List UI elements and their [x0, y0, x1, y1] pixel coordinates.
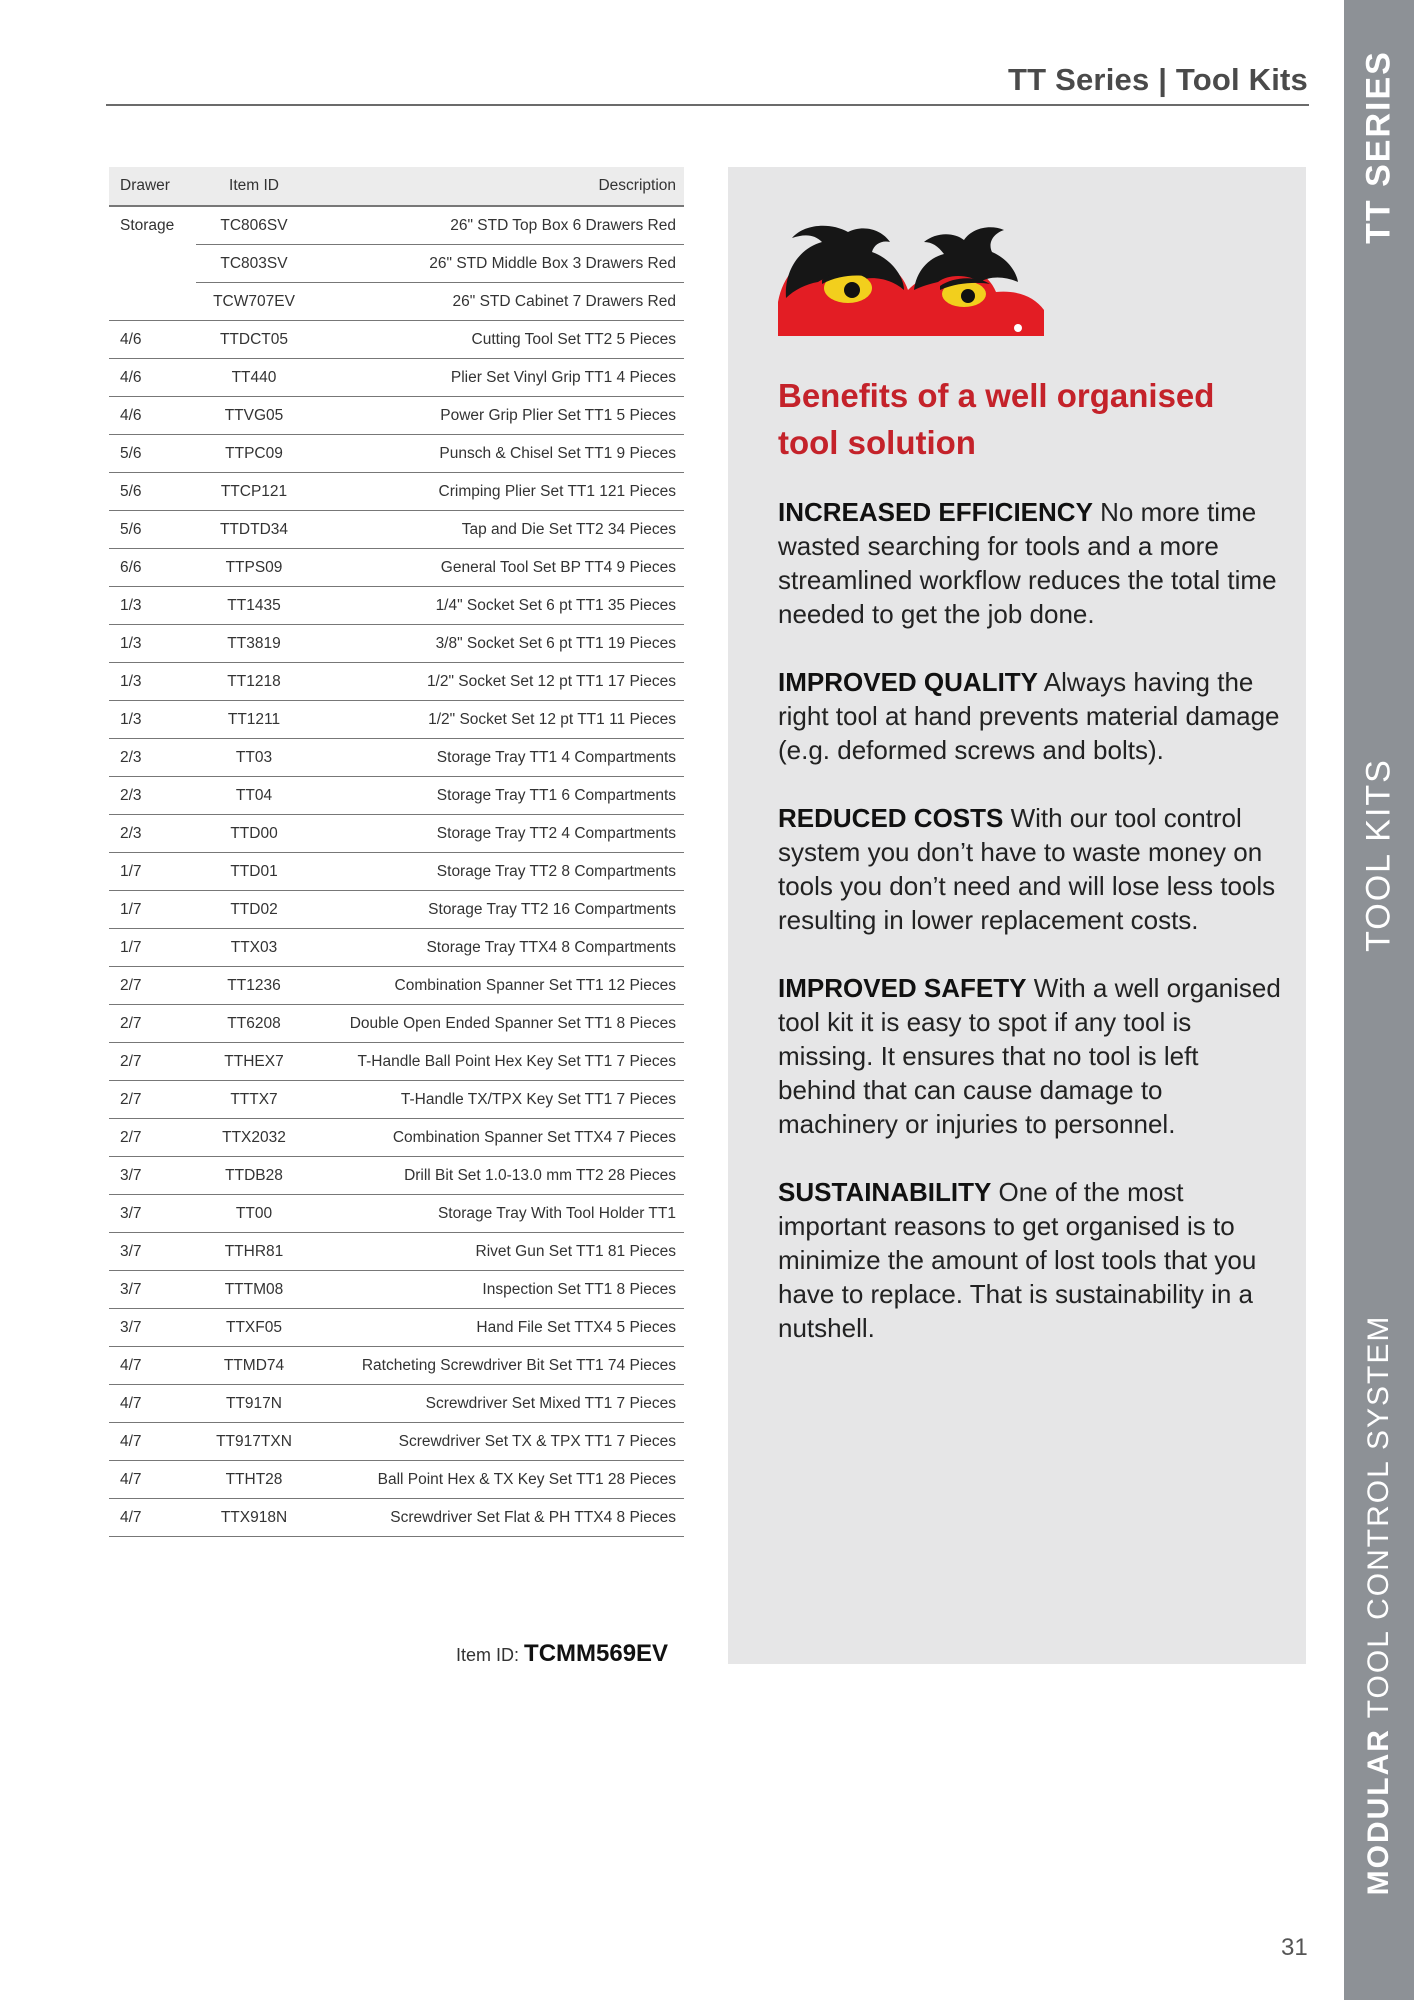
cell-description: 1/2" Socket Set 12 pt TT1 11 Pieces: [312, 701, 684, 739]
table-row: [109, 1423, 684, 1461]
cell-drawer: 2/3: [109, 739, 196, 777]
cell-description: T-Handle Ball Point Hex Key Set TT1 7 Pieces: [312, 1043, 684, 1081]
cell-description: Storage Tray TT1 6 Compartments: [312, 777, 684, 815]
cell-item-id: TT1211: [196, 701, 312, 739]
table-row: [109, 206, 684, 245]
cell-description: T-Handle TX/TPX Key Set TT1 7 Pieces: [312, 1081, 684, 1119]
table-row: [109, 1119, 684, 1157]
cell-item-id: TT6208: [196, 1005, 312, 1043]
column-header-drawer: Drawer: [109, 167, 196, 206]
cell-description: Crimping Plier Set TT1 121 Pieces: [312, 473, 684, 511]
benefit-heading: IMPROVED QUALITY: [778, 667, 1039, 697]
cell-item-id: TTTM08: [196, 1271, 312, 1309]
benefits-title: Benefits of a well organised tool solution: [778, 377, 1215, 461]
cell-description: Ratcheting Screwdriver Bit Set TT1 74 Pieces: [312, 1347, 684, 1385]
header-divider: [106, 104, 1309, 106]
cell-item-id: TTHR81: [196, 1233, 312, 1271]
cell-description: 1/4" Socket Set 6 pt TT1 35 Pieces: [312, 587, 684, 625]
cell-item-id: TTHEX7: [196, 1043, 312, 1081]
cell-description: Inspection Set TT1 8 Pieces: [312, 1271, 684, 1309]
cell-item-id: TC806SV: [196, 206, 312, 245]
table-row: [109, 929, 684, 967]
table-row: [109, 359, 684, 397]
cell-item-id: TTVG05: [196, 397, 312, 435]
cell-item-id: TT917N: [196, 1385, 312, 1423]
benefit-text: Always having the right tool at hand prevents material damage (e.g. deformed screws and bolts).: [778, 667, 1280, 765]
table-row: [109, 435, 684, 473]
cell-item-id: TT1236: [196, 967, 312, 1005]
cell-description: 1/2" Socket Set 12 pt TT1 17 Pieces: [312, 663, 684, 701]
benefit-heading: REDUCED COSTS: [778, 803, 1004, 833]
cell-drawer: [109, 245, 196, 283]
table-row: [109, 321, 684, 359]
table-row: [109, 1347, 684, 1385]
cell-drawer: 1/3: [109, 701, 196, 739]
benefit-paragraph: [778, 1175, 1283, 1345]
cell-description: 26" STD Middle Box 3 Drawers Red: [312, 245, 684, 283]
cell-drawer: 2/7: [109, 1043, 196, 1081]
cell-drawer: 2/7: [109, 1005, 196, 1043]
cell-drawer: 4/7: [109, 1461, 196, 1499]
benefit-text: With a well organised tool kit it is easy to spot if any tool is missing. It ensures that no tool is left behind that can cause damage to machinery or injuries to personnel.: [778, 973, 1281, 1139]
cell-drawer: 2/3: [109, 815, 196, 853]
table-row: [109, 967, 684, 1005]
benefit-heading: IMPROVED SAFETY: [778, 973, 1027, 1003]
table-row: [109, 739, 684, 777]
cell-item-id: TTX03: [196, 929, 312, 967]
cell-description: Punsch & Chisel Set TT1 9 Pieces: [312, 435, 684, 473]
table-row: [109, 815, 684, 853]
table-row: [109, 1499, 684, 1537]
cell-item-id: TTD01: [196, 853, 312, 891]
cell-description: Hand File Set TTX4 5 Pieces: [312, 1309, 684, 1347]
table-body: [109, 206, 684, 1537]
cell-drawer: 4/7: [109, 1423, 196, 1461]
cell-item-id: TTPS09: [196, 549, 312, 587]
page-number: 31: [1281, 1934, 1308, 1961]
cell-drawer: 1/3: [109, 625, 196, 663]
cell-item-id: TC803SV: [196, 245, 312, 283]
cell-item-id: TTDCT05: [196, 321, 312, 359]
cell-drawer: Storage: [120, 216, 175, 234]
benefit-paragraph: [778, 971, 1283, 1141]
cell-description: Cutting Tool Set TT2 5 Pieces: [312, 321, 684, 359]
sidebar-series-label: TT SERIES: [1359, 50, 1398, 244]
benefit-paragraph: [778, 665, 1283, 767]
cell-drawer: 4/7: [109, 1385, 196, 1423]
cell-description: Double Open Ended Spanner Set TT1 8 Pieces: [312, 1005, 684, 1043]
cell-description: Combination Spanner Set TT1 12 Pieces: [312, 967, 684, 1005]
cell-drawer: 1/7: [109, 929, 196, 967]
cell-description: Plier Set Vinyl Grip TT1 4 Pieces: [312, 359, 684, 397]
cell-item-id: TTX2032: [196, 1119, 312, 1157]
cell-description: Storage Tray TT2 16 Compartments: [312, 891, 684, 929]
cell-item-id: TT03: [196, 739, 312, 777]
cell-description: Storage Tray With Tool Holder TT1: [312, 1195, 684, 1233]
table-row: [109, 1081, 684, 1119]
cell-drawer: 2/7: [109, 1119, 196, 1157]
tool-kit-table: [109, 167, 684, 1537]
table-row: [109, 625, 684, 663]
benefit-heading: INCREASED EFFICIENCY: [778, 497, 1093, 527]
table-row: [109, 1157, 684, 1195]
cell-drawer: 2/3: [109, 777, 196, 815]
benefit-text: No more time wasted searching for tools and a more streamlined workflow reduces the total time needed to get the job done.: [778, 497, 1277, 629]
cell-drawer: 5/6: [109, 473, 196, 511]
benefit-paragraph: [778, 495, 1283, 631]
cell-drawer: [109, 283, 196, 321]
cell-drawer: 6/6: [109, 549, 196, 587]
cell-item-id: TT1435: [196, 587, 312, 625]
table-row: [109, 511, 684, 549]
cell-item-id: TT04: [196, 777, 312, 815]
cell-drawer: 1/7: [109, 891, 196, 929]
cell-item-id: TT440: [196, 359, 312, 397]
cell-drawer: 1/3: [109, 663, 196, 701]
cell-description: Screwdriver Set Flat & PH TTX4 8 Pieces: [312, 1499, 684, 1537]
cell-item-id: TTPC09: [196, 435, 312, 473]
cell-description: Storage Tray TT2 8 Compartments: [312, 853, 684, 891]
cell-drawer: 4/6: [109, 321, 196, 359]
table-row: [109, 283, 684, 321]
benefits-list: [778, 495, 1283, 1379]
benefits-panel: [728, 167, 1306, 1664]
cell-item-id: TTDTD34: [196, 511, 312, 549]
cell-item-id: TT917TXN: [196, 1423, 312, 1461]
cell-description: Storage Tray TTX4 8 Compartments: [312, 929, 684, 967]
cell-drawer: 3/7: [109, 1157, 196, 1195]
table-row: [109, 777, 684, 815]
cell-drawer: 2/7: [109, 967, 196, 1005]
table-row: [109, 1385, 684, 1423]
table-row: [109, 397, 684, 435]
cell-item-id: TCW707EV: [196, 283, 312, 321]
benefit-text: One of the most important reasons to get organised is to minimize the amount of lost tools that you have to replace. That is sustainability in a nutshell.: [778, 1177, 1257, 1343]
sidebar-system-label: MODULAR TOOL CONTROL SYSTEM: [1362, 1314, 1395, 1896]
cell-description: Screwdriver Set Mixed TT1 7 Pieces: [312, 1385, 684, 1423]
benefit-paragraph: [778, 801, 1283, 937]
column-header-description: Description: [312, 167, 684, 206]
cell-item-id: TTX918N: [196, 1499, 312, 1537]
cell-description: 3/8" Socket Set 6 pt TT1 19 Pieces: [312, 625, 684, 663]
cell-drawer: 4/6: [109, 359, 196, 397]
cell-description: Ball Point Hex & TX Key Set TT1 28 Pieces: [312, 1461, 684, 1499]
table-row: [109, 473, 684, 511]
cell-drawer: 2/7: [109, 1081, 196, 1119]
cell-description: Combination Spanner Set TTX4 7 Pieces: [312, 1119, 684, 1157]
cell-item-id: TTXF05: [196, 1309, 312, 1347]
cell-item-id: TT3819: [196, 625, 312, 663]
sidebar-section-label: TOOL KITS: [1359, 758, 1398, 952]
cell-item-id: TTD00: [196, 815, 312, 853]
cell-drawer: 4/6: [109, 397, 196, 435]
cell-item-id: TTMD74: [196, 1347, 312, 1385]
kit-item-id: [456, 1640, 668, 1668]
item-id-label: Item ID:: [456, 1645, 520, 1665]
cell-drawer: 5/6: [109, 435, 196, 473]
cell-item-id: TTCP121: [196, 473, 312, 511]
table-row: [109, 663, 684, 701]
table-row: [109, 1309, 684, 1347]
table-header-row: [109, 167, 684, 206]
cell-item-id: TTDB28: [196, 1157, 312, 1195]
cell-drawer: 3/7: [109, 1271, 196, 1309]
table-row: [109, 1043, 684, 1081]
cell-drawer: 3/7: [109, 1233, 196, 1271]
page-title: TT Series | Tool Kits: [1008, 62, 1308, 97]
cell-description: Tap and Die Set TT2 34 Pieces: [312, 511, 684, 549]
cell-description: 26" STD Cabinet 7 Drawers Red: [312, 283, 684, 321]
cell-description: Screwdriver Set TX & TPX TT1 7 Pieces: [312, 1423, 684, 1461]
cell-description: Drill Bit Set 1.0-13.0 mm TT2 28 Pieces: [312, 1157, 684, 1195]
benefit-heading: SUSTAINABILITY: [778, 1177, 992, 1207]
cell-description: 26" STD Top Box 6 Drawers Red: [312, 206, 684, 245]
cell-drawer: 4/7: [109, 1499, 196, 1537]
cell-drawer: 5/6: [109, 511, 196, 549]
item-id-value: TCMM569EV: [524, 1640, 669, 1667]
devil-mascot-logo: [778, 224, 1044, 336]
table-row: [109, 1233, 684, 1271]
cell-description: Storage Tray TT2 4 Compartments: [312, 815, 684, 853]
table-row: [109, 1195, 684, 1233]
cell-description: Rivet Gun Set TT1 81 Pieces: [312, 1233, 684, 1271]
cell-drawer: 4/7: [109, 1347, 196, 1385]
cell-drawer: 1/3: [109, 587, 196, 625]
table-row: [109, 1461, 684, 1499]
benefit-text: With our tool control system you don’t have to waste money on tools you don’t need and will lose less tools resulting in lower replacement costs.: [778, 803, 1276, 935]
table-row: [109, 853, 684, 891]
table-row: [109, 245, 684, 283]
cell-item-id: TT00: [196, 1195, 312, 1233]
cell-item-id: TT1218: [196, 663, 312, 701]
table-row: [109, 701, 684, 739]
cell-description: Storage Tray TT1 4 Compartments: [312, 739, 684, 777]
cell-item-id: TTHT28: [196, 1461, 312, 1499]
table-row: [109, 1005, 684, 1043]
cell-drawer: 3/7: [109, 1309, 196, 1347]
cell-drawer: 3/7: [109, 1195, 196, 1233]
cell-item-id: TTTX7: [196, 1081, 312, 1119]
table-row: [109, 891, 684, 929]
cell-drawer: 1/7: [109, 853, 196, 891]
table-row: [109, 587, 684, 625]
cell-item-id: TTD02: [196, 891, 312, 929]
table-row: [109, 549, 684, 587]
table-row: [109, 1271, 684, 1309]
column-header-item-id: Item ID: [196, 167, 312, 206]
cell-description: General Tool Set BP TT4 9 Pieces: [312, 549, 684, 587]
cell-description: Power Grip Plier Set TT1 5 Pieces: [312, 397, 684, 435]
